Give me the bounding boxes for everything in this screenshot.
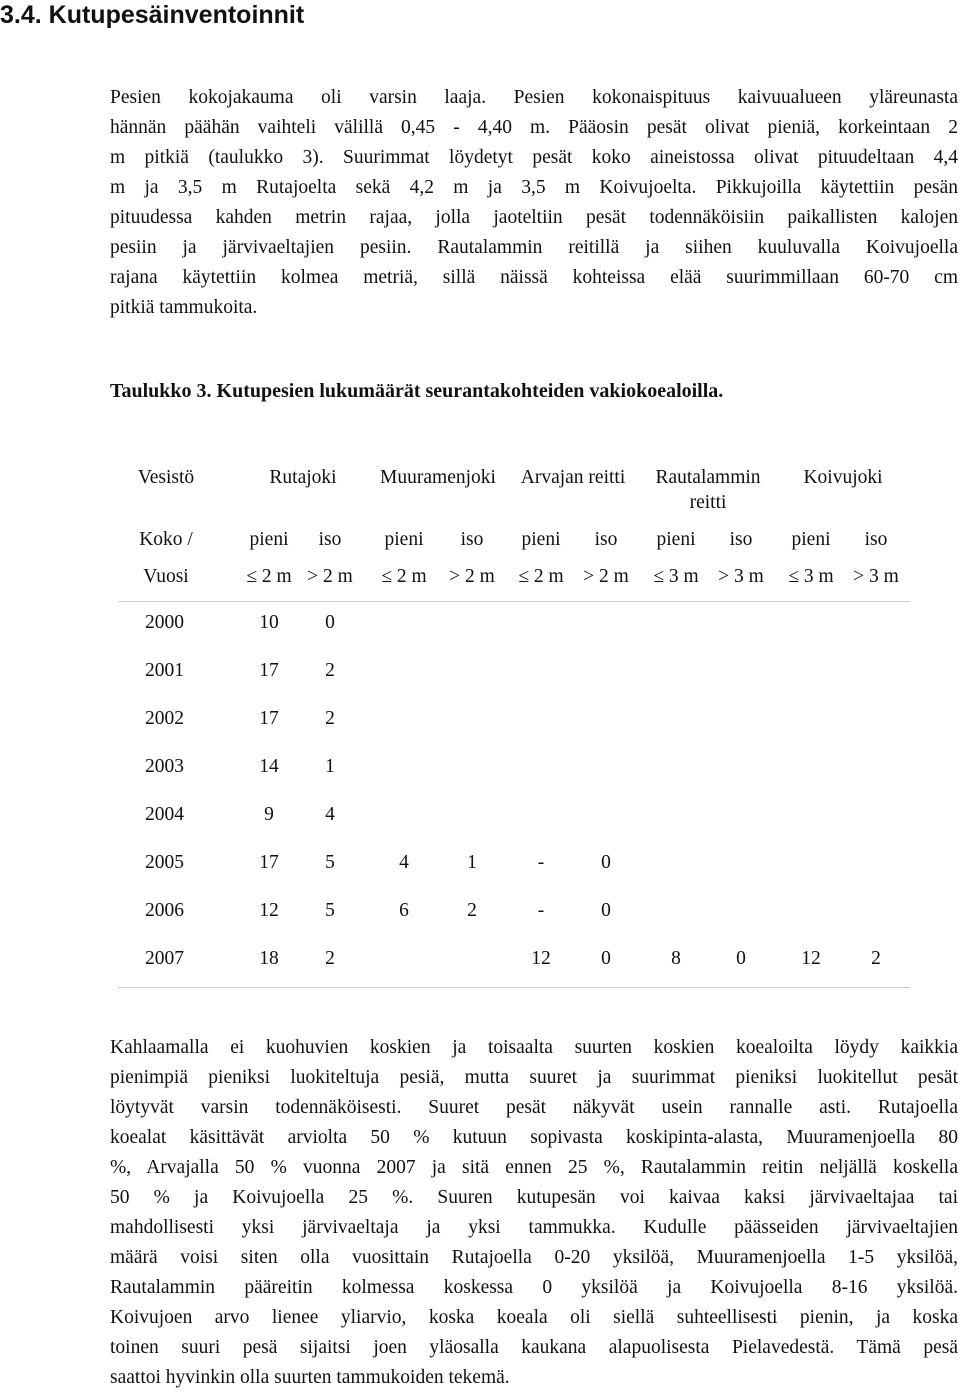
vuosi-value: ≤ 3 m [653, 566, 699, 587]
intro-line: pituudessa kahden metrin rajaa, jolla jaoteltiin pesät todennäköisiin paikallisten kalojen [110, 207, 958, 228]
intro-line: pesiin ja järvivaeltajien pesiin. Rautalammin reitillä ja siihen kuuluvalla Koivujoella [110, 237, 958, 258]
table-cell: 2 [871, 948, 881, 969]
koko-value: iso [729, 529, 753, 550]
table-cell: 1 [325, 756, 335, 777]
table-cell: 5 [325, 852, 335, 873]
table-cell: 4 [325, 804, 335, 825]
vuosi-value: ≤ 3 m [788, 566, 834, 587]
table-cell: 18 [259, 948, 279, 969]
table-cell: 6 [399, 900, 409, 921]
header-rautalammin: Rautalammin [655, 467, 761, 488]
table-cell: 10 [259, 612, 279, 633]
discussion-line: Kahlaamalla ei kuohuvien koskien ja toisaalta suurten koskien koealoilta löydy kaikkia [110, 1037, 958, 1058]
table-cell: 4 [399, 852, 409, 873]
table-cell: 5 [325, 900, 335, 921]
table-row-year: 2003 [145, 756, 184, 777]
vuosi-value: ≤ 2 m [246, 566, 292, 587]
table-row-year: 2001 [145, 660, 184, 681]
header-rutajoki: Rutajoki [269, 467, 337, 488]
table-cell: 0 [325, 612, 335, 633]
discussion-line: löytyvät varsin todennäköisesti. Suuret pesät näkyvät usein rannalle asti. Rutajoella [110, 1097, 958, 1118]
table-cell: 0 [601, 900, 611, 921]
vuosi-value: > 2 m [583, 566, 629, 587]
vuosi-value: > 3 m [718, 566, 764, 587]
table-cell: 2 [325, 948, 335, 969]
intro-line: pitkiä tammukoita. [110, 297, 258, 318]
discussion-line: saattoi hyvinkin olla suurten tammukoiden tekemä. [110, 1367, 510, 1388]
koko-value: iso [460, 529, 484, 550]
table-cell: - [537, 852, 545, 873]
table-cell: 12 [259, 900, 279, 921]
discussion-line: koealat käsittävät arviolta 50 % kutuun sopivasta koskipinta-alasta, Muuramenjoella 80 [110, 1127, 958, 1148]
table-row-year: 2006 [145, 900, 184, 921]
table-cell: 2 [467, 900, 477, 921]
discussion-paragraph [110, 1033, 958, 1393]
koko-value: pieni [384, 529, 424, 550]
table-cell: 17 [259, 852, 279, 873]
discussion-line: 50 % ja Koivujoella 25 %. Suuren kutupesän voi kaivaa kaksi järvivaeltajaa tai [110, 1187, 958, 1208]
table-cell: 2 [325, 660, 335, 681]
table-cell: 1 [467, 852, 477, 873]
vuosi-value: ≤ 2 m [518, 566, 564, 587]
table-row-year: 2007 [145, 948, 184, 969]
table-row-year: 2005 [145, 852, 184, 873]
table-cell: 17 [259, 660, 279, 681]
koko-value: pieni [791, 529, 831, 550]
header-vesisto: Vesistö [137, 467, 195, 488]
vuosi-value: ≤ 2 m [381, 566, 427, 587]
table-cell: 0 [601, 852, 611, 873]
vuosi-value: > 2 m [307, 566, 353, 587]
table-row-year: 2004 [145, 804, 184, 825]
table-cell: 12 [531, 948, 551, 969]
table-rule-bottom [118, 987, 910, 988]
table-cell: 8 [671, 948, 681, 969]
discussion-line: määrä voisi siten olla vuosittain Rutajoella 0-20 yksilöä, Muuramenjoella 1-5 yksilöä, [110, 1247, 958, 1268]
header-muuramenjoki: Muuramenjoki [380, 467, 496, 488]
header-koivujoki: Koivujoki [803, 467, 883, 488]
koko-value: iso [318, 529, 342, 550]
koko-label: Koko / [139, 529, 193, 550]
table-cell: 12 [801, 948, 821, 969]
table-row-year: 2000 [145, 612, 184, 633]
koko-value: iso [594, 529, 618, 550]
intro-line: m pitkiä (taulukko 3). Suurimmat löydetyt pesät koko aineistossa olivat pituudeltaan 4,4 [110, 147, 958, 168]
section-heading: 3.4. Kutupesäinventoinnit [0, 1, 305, 29]
discussion-line: %, Arvajalla 50 % vuonna 2007 ja sitä ennen 25 %, Rautalammin reitin neljällä koskella [110, 1157, 958, 1178]
discussion-line: toinen suuri pesä sijaitsi joen yläosalla kaukana alapuolisesta Pielavedestä. Tämä pesä [110, 1337, 958, 1358]
discussion-line: Koivujoen arvo lienee yliarvio, koska koeala oli siellä suhteellisesti pienin, ja koska [110, 1307, 958, 1328]
koko-value: pieni [656, 529, 696, 550]
table-cell: 2 [325, 708, 335, 729]
table-rule-top [118, 601, 910, 602]
intro-line: Pesien kokojakauma oli varsin laaja. Pesien kokonaispituus kaivuualueen yläreunasta [110, 87, 958, 108]
table-cell: 17 [259, 708, 279, 729]
header-reitti: reitti [689, 492, 727, 513]
discussion-line: pienimpiä pieniksi luokiteltuja pesiä, mutta suuret ja suurimmat pieniksi luokitellut pesät [110, 1067, 958, 1088]
koko-value: iso [864, 529, 888, 550]
discussion-line: mahdollisesti yksi järvivaeltaja ja yksi tammukka. Kudulle päässeiden järvivaeltajien [110, 1217, 958, 1238]
koko-value: pieni [249, 529, 289, 550]
table-cell: 0 [601, 948, 611, 969]
header-arvajan-reitti: Arvajan reitti [520, 467, 626, 488]
discussion-line: Rautalammin pääreitin kolmessa koskessa 0 yksilöä ja Koivujoella 8-16 yksilöä. [110, 1277, 958, 1298]
intro-line: m ja 3,5 m Rutajoelta sekä 4,2 m ja 3,5 m Koivujoelta. Pikkujoilla käytettiin pesän [110, 177, 958, 198]
table-cell: 0 [736, 948, 746, 969]
table-cell: 14 [259, 756, 279, 777]
table-row-year: 2002 [145, 708, 184, 729]
table-cell: 9 [264, 804, 274, 825]
vuosi-value: > 3 m [853, 566, 899, 587]
table-caption: Taulukko 3. Kutupesien lukumäärät seurantakohteiden vakiokoealoilla. [110, 380, 724, 402]
table-cell: - [537, 900, 545, 921]
intro-paragraph [110, 83, 958, 323]
koko-value: pieni [521, 529, 561, 550]
vuosi-value: > 2 m [449, 566, 495, 587]
vuosi-label: Vuosi [143, 566, 189, 587]
intro-line: rajana käytettiin kolmea metriä, sillä näissä kohteissa elää suurimmillaan 60-70 cm [110, 267, 958, 288]
intro-line: hännän päähän vaihteli välillä 0,45 - 4,40 m. Pääosin pesät olivat pieniä, korkeintaan 2 [110, 117, 958, 138]
